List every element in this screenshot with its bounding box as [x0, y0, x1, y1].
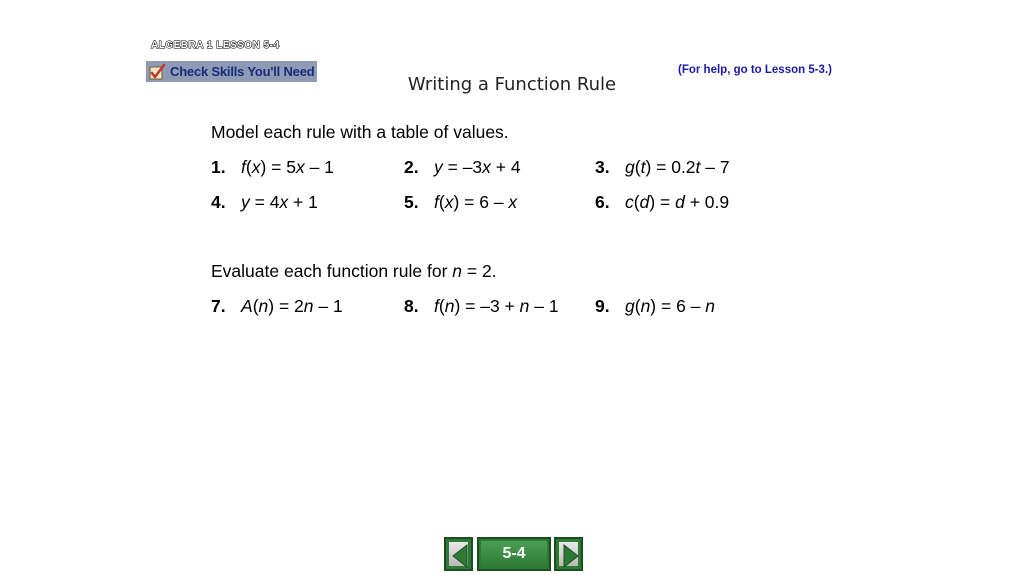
- problem-expression: y = 4x + 1: [241, 192, 318, 212]
- problem-5: [404, 192, 517, 213]
- problem-2: [404, 157, 521, 178]
- problem-number: 9.: [595, 296, 610, 316]
- problem-number: 7.: [211, 296, 226, 316]
- next-slide-button[interactable]: [554, 537, 583, 571]
- section2-instruction: Evaluate each function rule for n = 2.: [211, 261, 497, 281]
- lesson-number-badge: [477, 537, 551, 571]
- problem-7: [211, 296, 343, 317]
- section1-instruction: Model each rule with a table of values.: [211, 122, 509, 142]
- problem-number: 5.: [404, 192, 419, 212]
- problem-9: [595, 296, 715, 317]
- problem-number: 4.: [211, 192, 226, 212]
- problem-expression: c(d) = d + 0.9: [625, 192, 730, 212]
- help-reference: (For help, go to Lesson 5-3.): [678, 64, 832, 76]
- problem-8: [404, 296, 559, 317]
- check-skills-label: Check Skills You'll Need: [170, 64, 315, 79]
- lesson-header: ALGEBRA 1 LESSON 5-4: [151, 40, 280, 51]
- problem-6: [595, 192, 729, 213]
- slide-navigation: [0, 537, 1024, 571]
- problem-number: 8.: [404, 296, 419, 316]
- problem-expression: g(n) = 6 – n: [625, 296, 715, 316]
- problem-number: 6.: [595, 192, 610, 212]
- problem-expression: f(x) = 5x – 1: [241, 157, 334, 177]
- slide-title: Writing a Function Rule: [407, 74, 617, 95]
- problem-number: 1.: [211, 157, 226, 177]
- lesson-number-label: 5-4: [481, 541, 547, 567]
- problem-3: [595, 157, 730, 178]
- previous-slide-button[interactable]: [444, 537, 473, 571]
- problem-expression: g(t) = 0.2t – 7: [625, 157, 730, 177]
- problem-expression: y = –3x + 4: [434, 157, 521, 177]
- left-arrow-icon: [446, 539, 475, 573]
- right-arrow-icon: [556, 539, 585, 573]
- problem-expression: A(n) = 2n – 1: [241, 296, 343, 316]
- problem-4: [211, 192, 318, 213]
- problem-number: 2.: [404, 157, 419, 177]
- problem-number: 3.: [595, 157, 610, 177]
- problem-expression: f(n) = –3 + n – 1: [434, 296, 559, 316]
- problem-expression: f(x) = 6 – x: [434, 192, 518, 212]
- problem-1: [211, 157, 334, 178]
